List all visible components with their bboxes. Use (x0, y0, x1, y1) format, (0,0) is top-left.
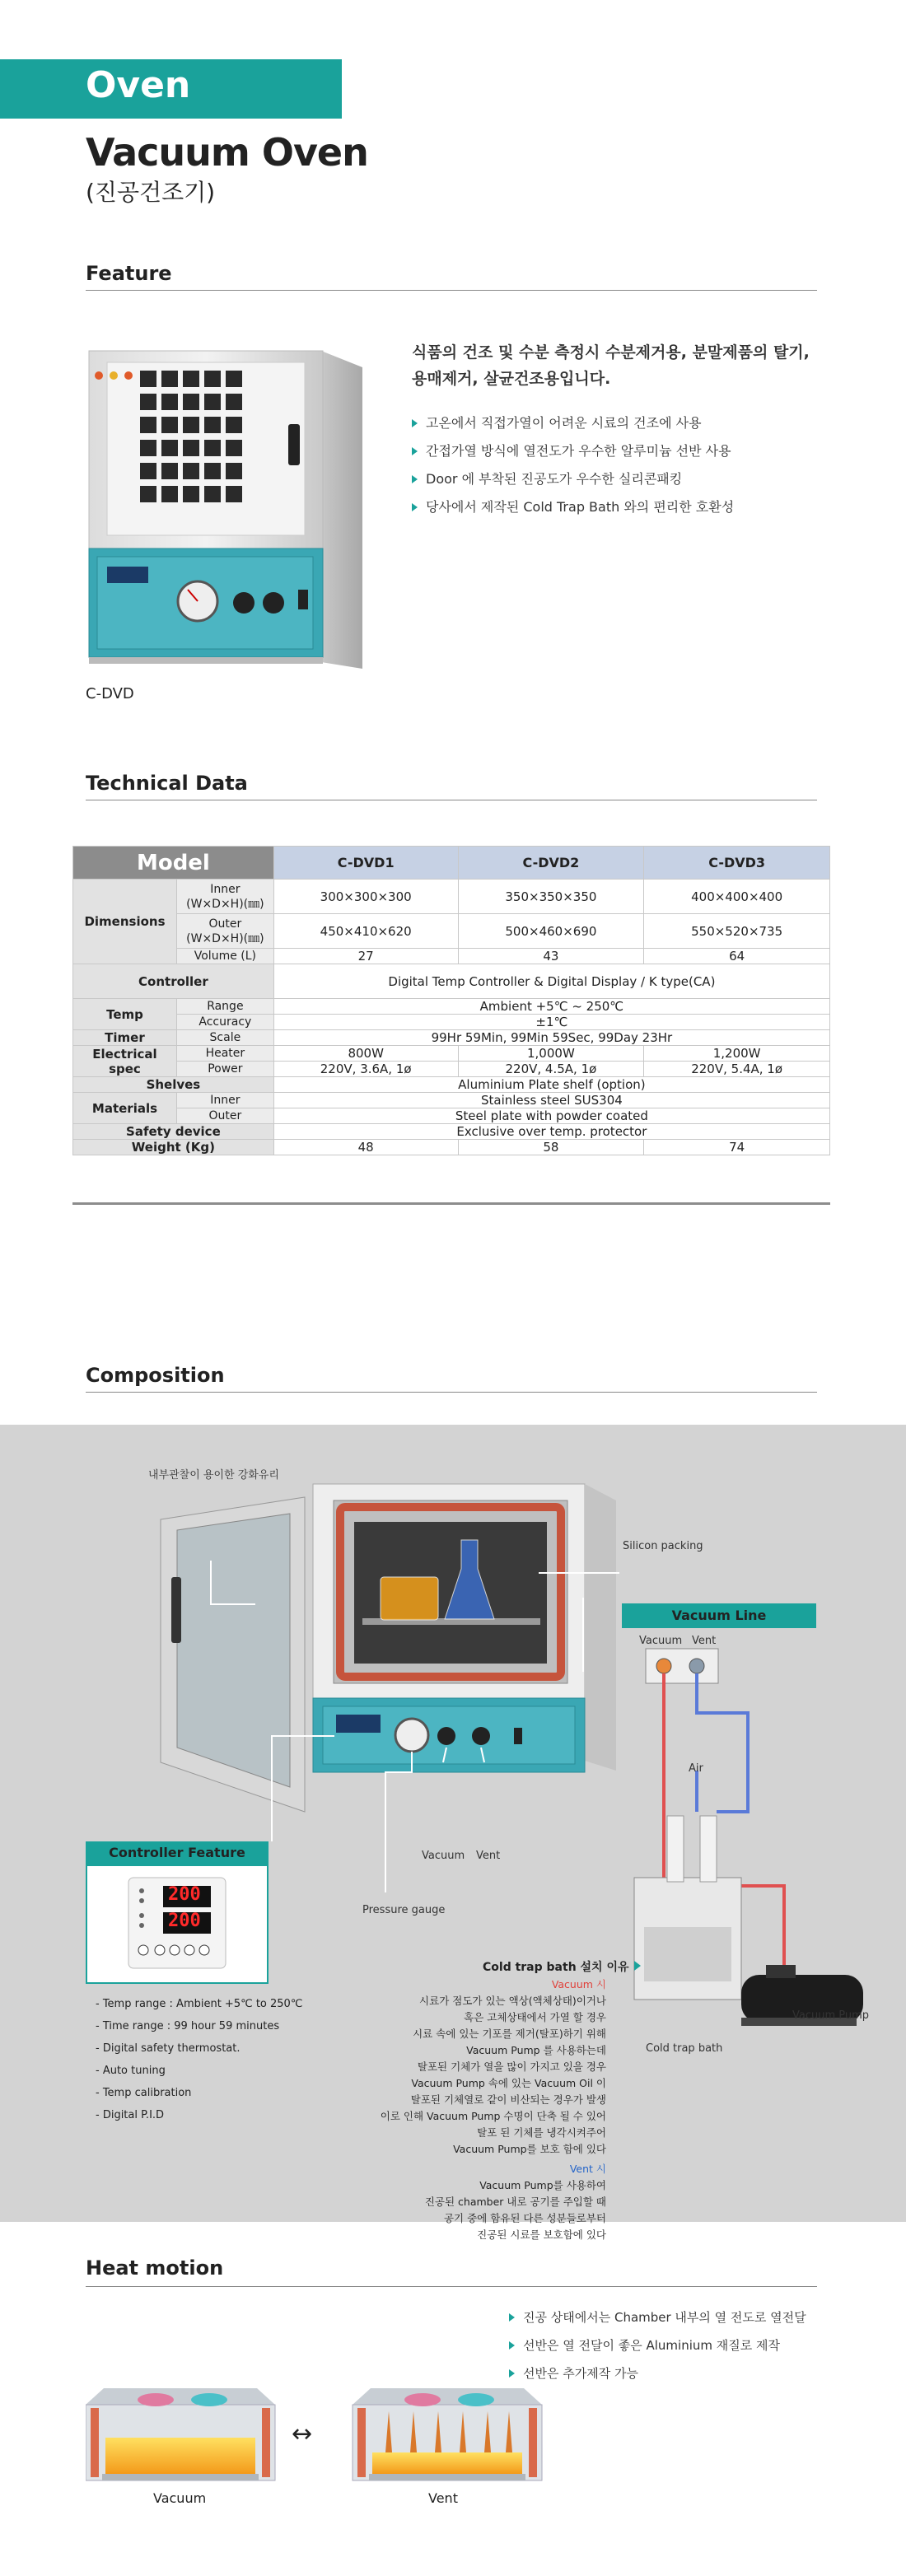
glass-label: 내부관찰이 용이한 강화유리 (148, 1469, 279, 1482)
silicon-packing-label: Silicon packing (623, 1540, 703, 1552)
controller-value: Digital Temp Controller & Digital Display / K type(CA) (273, 964, 829, 999)
cold-trap-why-text: Cold trap bath 설치 이유 (483, 1961, 629, 1974)
table-cell: 1,200W (644, 1046, 830, 1062)
bullet-arrow-icon (509, 2369, 515, 2378)
materials-inner-value: Stainless steel SUS304 (273, 1093, 829, 1108)
table-cell: 400×400×400 (644, 880, 830, 914)
table-cell: 43 (458, 949, 644, 964)
heater-label: Heater (176, 1046, 273, 1062)
vacuum-port-label: Vacuum (639, 1635, 683, 1647)
technical-heading: Technical Data (86, 772, 248, 795)
range-label: Range (176, 999, 273, 1015)
vacuum-case-line: 시료가 점도가 있는 액상(액체상태)이거나 (419, 1995, 606, 2007)
electrical-label: Electrical spec (73, 1046, 177, 1077)
model-col-2: C-DVD2 (458, 847, 644, 880)
bullet-arrow-icon (412, 475, 418, 483)
feature-divider (86, 290, 817, 291)
feature-item (412, 409, 734, 437)
vent-case-line: 공기 중에 함유된 다른 성분들로부터 (443, 2212, 606, 2224)
oven-product-image (82, 346, 366, 675)
vacuum-case-line: 탈포된 기체열로 같이 비산되는 경우가 발생 (410, 2093, 606, 2106)
vent-case-line: 진공된 chamber 내로 공기를 주입할 때 (424, 2196, 606, 2208)
inner-dim-label: Inner (W×D×H)(㎜) (176, 880, 273, 914)
model-col-1: C-DVD1 (273, 847, 458, 880)
table-cell: 300×300×300 (273, 880, 458, 914)
vacuum-case-line: Vacuum Pump 를 사용하는데 (466, 2044, 606, 2056)
controller-feature-item: - Temp range : Ambient +5℃ to 250℃ (96, 1998, 303, 2010)
power-label: Power (176, 1062, 273, 1077)
vacuum-case-line: 시료 속에 있는 기포를 제거(탈포)하기 위해 (413, 2028, 606, 2040)
controller-feature-item: - Digital safety thermostat. (96, 2042, 241, 2055)
controller-feature-item: - Auto tuning (96, 2065, 166, 2077)
table-cell: 1,000W (458, 1046, 644, 1062)
vacuum-case-line: 탈포 된 기체를 냉각시켜주어 (477, 2126, 606, 2139)
heat-motion-diagram (86, 2388, 547, 2487)
model-caption: C-DVD (86, 685, 134, 702)
feature-list (412, 409, 734, 521)
vacuum-line-header: Vacuum Line (622, 1603, 816, 1628)
temp-label: Temp (73, 999, 177, 1030)
page-subtitle: (진공건조기) (86, 179, 216, 206)
model-header: Model (73, 847, 274, 880)
model-col-3: C-DVD3 (644, 847, 830, 880)
controller-feature-item: - Digital P.I.D (96, 2109, 165, 2121)
vent-port-label: Vent (692, 1635, 717, 1647)
feature-heading: Feature (86, 262, 172, 285)
feature-item (412, 493, 734, 521)
vent-case-line: Vacuum Pump를 사용하여 (479, 2179, 606, 2191)
controller-feature-item: - Time range : 99 hour 59 minutes (96, 2020, 280, 2032)
table-cell: 64 (644, 949, 830, 964)
range-value: Ambient +5℃ ~ 250℃ (273, 999, 829, 1015)
bullet-arrow-icon (509, 2341, 515, 2350)
vent-case-line: 진공된 시료를 보호함에 있다 (477, 2228, 606, 2241)
feature-item-text: 간접가열 방식에 열전도가 우수한 알루미늄 선반 사용 (426, 443, 731, 459)
outer-dim-label: Outer (W×D×H)(㎜) (176, 914, 273, 949)
controller-feature-list (96, 1993, 302, 2126)
materials-inner-label: Inner (176, 1093, 273, 1108)
feature-item-text: 고온에서 직접가열이 어려운 시료의 건조에 사용 (426, 415, 702, 431)
table-cell: 220V, 4.5A, 1ø (458, 1062, 644, 1077)
heat-bullet-text: 선반은 추가제작 가능 (523, 2366, 638, 2381)
spec-table (72, 846, 830, 1155)
vacuum-case-line: Vacuum Pump 속에 있는 Vacuum Oil 이 (411, 2077, 606, 2089)
accuracy-value: ±1℃ (273, 1015, 829, 1030)
double-arrow-icon: ↔ (292, 2420, 313, 2448)
table-cell: 74 (644, 1140, 830, 1155)
bullet-arrow-icon (412, 419, 418, 427)
accuracy-label: Accuracy (176, 1015, 273, 1030)
safety-value: Exclusive over temp. protector (273, 1124, 829, 1140)
scale-label: Scale (176, 1030, 273, 1046)
bullet-arrow-icon (412, 447, 418, 455)
vacuum-case-title: Vacuum 시 (551, 1978, 606, 1990)
table-cell: 450×410×620 (273, 914, 458, 949)
cold-trap-label: Cold trap bath (646, 2042, 723, 2055)
cold-trap-why-title (483, 1958, 641, 1975)
composition-heading: Composition (86, 1364, 225, 1387)
table-cell: 220V, 5.4A, 1ø (644, 1062, 830, 1077)
table-cell: 800W (273, 1046, 458, 1062)
display-current-temp: 200 (168, 1884, 201, 1905)
materials-label: Materials (73, 1093, 177, 1124)
controller-display (86, 1864, 269, 1984)
heat-bullet-text: 진공 상태에서는 Chamber 내부의 열 전도로 열전달 (523, 2310, 806, 2325)
vacuum-case-block (381, 1976, 606, 2243)
knob-vent-label: Vent (476, 1850, 501, 1862)
heat-bullet-item (509, 2303, 806, 2331)
feature-lead-text: 식품의 건조 및 수분 측정시 수분제거용, 분말제품의 탈기, 용매제거, 살균건조용입니다. (412, 343, 810, 388)
vent-caption: Vent (428, 2490, 458, 2506)
vacuum-pump-label: Vacuum Pump (792, 2009, 870, 2022)
heat-bullet-item (509, 2331, 806, 2359)
feature-item-text: Door 에 부착된 진공도가 우수한 실리콘패킹 (426, 471, 683, 487)
vacuum-case-line: 이로 인해 Vacuum Pump 수명이 단축 될 수 있어 (380, 2110, 606, 2122)
materials-outer-value: Steel plate with powder coated (273, 1108, 829, 1124)
table-cell: 48 (273, 1140, 458, 1155)
arrow-right-icon (634, 1961, 641, 1971)
table-bottom-rule (72, 1202, 830, 1205)
table-cell: 550×520×735 (644, 914, 830, 949)
table-cell: 500×460×690 (458, 914, 644, 949)
table-cell: 58 (458, 1140, 644, 1155)
controller-feature-item: - Temp calibration (96, 2087, 192, 2099)
dimensions-label: Dimensions (73, 880, 177, 964)
vent-case-title: Vent 시 (569, 2163, 606, 2175)
feature-item (412, 465, 734, 493)
materials-outer-label: Outer (176, 1108, 273, 1124)
vacuum-case-line: Vacuum Pump를 보호 함에 있다 (453, 2143, 606, 2155)
page-title: Vacuum Oven (86, 130, 368, 175)
table-cell: 350×350×350 (458, 880, 644, 914)
heat-bullet-item (509, 2359, 806, 2387)
heat-bullet-list (509, 2303, 806, 2387)
heat-bullet-text: 선반은 열 전달이 좋은 Aluminium 재질로 제작 (523, 2338, 780, 2353)
vacuum-case-line: 탈포된 기체가 열을 많이 가지고 있을 경우 (417, 2060, 606, 2073)
feature-item-text: 당사에서 제작된 Cold Trap Bath 와의 편리한 호환성 (426, 499, 735, 515)
heat-heading: Heat motion (86, 2256, 224, 2280)
vacuum-case-line: 혹은 고체상태에서 가열 할 경우 (464, 2011, 606, 2023)
shelves-label: Shelves (73, 1077, 274, 1093)
timer-label: Timer (73, 1030, 177, 1046)
vacuum-caption: Vacuum (153, 2490, 207, 2506)
shelves-value: Aluminium Plate shelf (option) (273, 1077, 829, 1093)
scale-value: 99Hr 59Min, 99Min 59Sec, 99Day 23Hr (273, 1030, 829, 1046)
heat-divider (86, 2286, 817, 2287)
knob-vacuum-label: Vacuum (422, 1850, 465, 1862)
controller-feature-header: Controller Feature (86, 1841, 269, 1864)
composition-divider (86, 1392, 817, 1393)
display-set-temp: 200 (168, 1911, 201, 1931)
table-cell: 27 (273, 949, 458, 964)
controller-label: Controller (73, 964, 274, 999)
pressure-gauge-label: Pressure gauge (362, 1904, 446, 1916)
feature-item (412, 437, 734, 465)
category-banner: Oven (0, 59, 342, 119)
weight-label: Weight (Kg) (73, 1140, 274, 1155)
air-label: Air (689, 1762, 703, 1775)
bullet-arrow-icon (412, 503, 418, 511)
table-cell: 220V, 3.6A, 1ø (273, 1062, 458, 1077)
safety-label: Safety device (73, 1124, 274, 1140)
volume-label: Volume (L) (176, 949, 273, 964)
bullet-arrow-icon (509, 2313, 515, 2322)
